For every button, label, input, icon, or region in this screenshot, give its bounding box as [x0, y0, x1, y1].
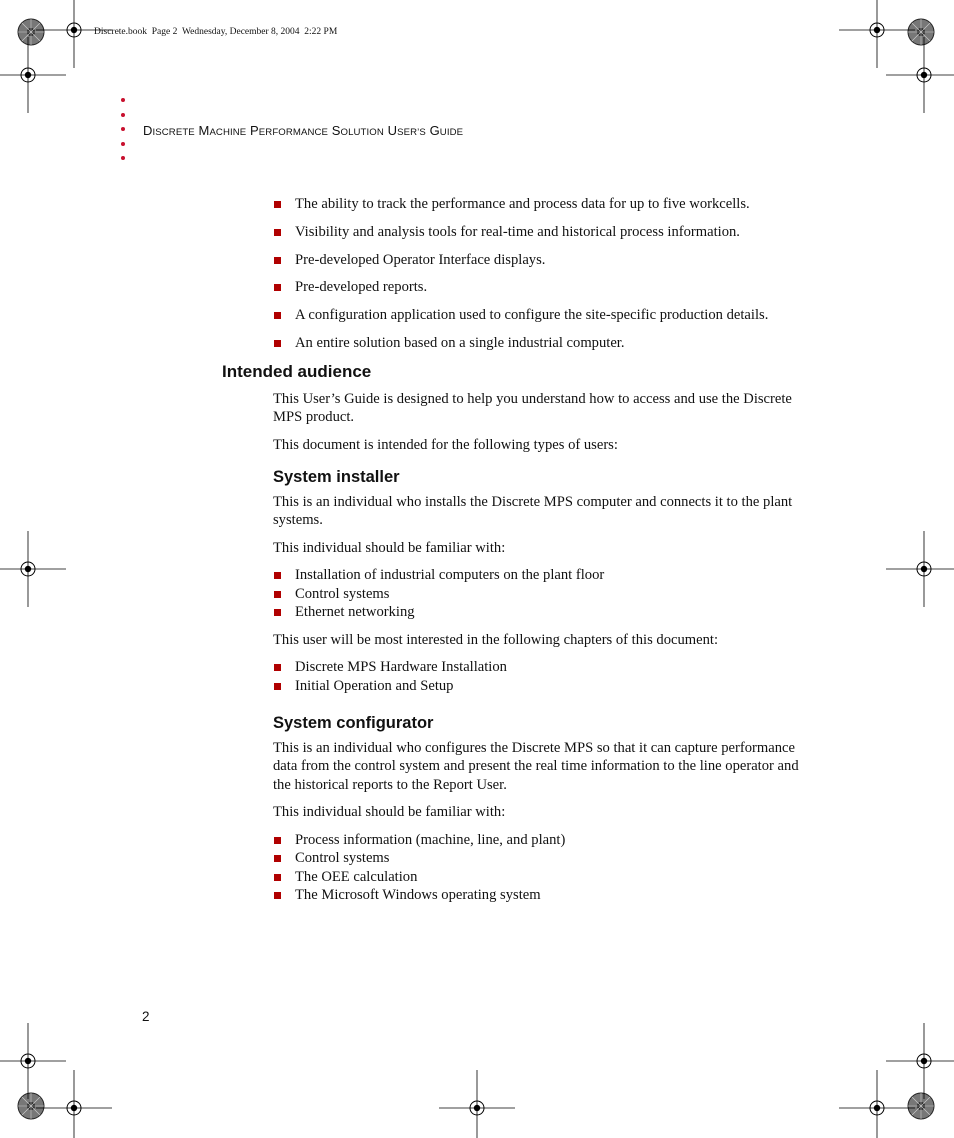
- system-installer-heading: System installer: [273, 468, 400, 487]
- list-item: The Microsoft Windows operating system: [273, 886, 813, 905]
- crosshair-icon: [0, 531, 66, 607]
- list-item: An entire solution based on a single industrial computer.: [273, 334, 813, 353]
- intended-audience-para: This document is intended for the following types of users:: [273, 436, 618, 453]
- crosshair-icon: [886, 1023, 954, 1099]
- registration-rosette-icon: [18, 19, 44, 45]
- print-info-line: Discrete.book Page 2 Wednesday, December 8, 2004 2:22 PM: [94, 27, 338, 37]
- list-item: The OEE calculation: [273, 868, 813, 887]
- crosshair-icon: [0, 37, 66, 113]
- crosshair-icon: [839, 1070, 915, 1138]
- page-number: 2: [142, 1009, 150, 1024]
- running-head-word: GUIDE: [429, 123, 464, 138]
- running-head-word: SOLUTION: [331, 123, 384, 138]
- registration-rosette-icon: [908, 19, 934, 45]
- list-item: A configuration application used to configure the site-specific production details.: [273, 306, 813, 325]
- crosshair-icon: [839, 0, 915, 68]
- registration-rosette-icon: [908, 1093, 934, 1119]
- list-item: Visibility and analysis tools for real-time and historical process information.: [273, 223, 813, 242]
- system-configurator-heading: System configurator: [273, 714, 434, 733]
- list-item: Pre-developed reports.: [273, 278, 813, 297]
- list-item: Discrete MPS Hardware Installation: [273, 658, 813, 677]
- running-head-word: MACHINE: [198, 123, 247, 138]
- list-item: Control systems: [273, 849, 813, 868]
- crosshair-icon: [886, 531, 954, 607]
- running-head-word: USER’S: [387, 123, 426, 138]
- intended-audience-para: This User’s Guide is designed to help you understand how to access and use the Discrete MPS product.: [273, 390, 792, 426]
- system-configurator-familiar-intro: This individual should be familiar with:: [273, 804, 506, 821]
- list-item: Ethernet networking: [273, 603, 813, 622]
- list-item: Initial Operation and Setup: [273, 677, 813, 696]
- crosshair-icon: [0, 1023, 66, 1099]
- intended-audience-heading: Intended audience: [222, 361, 372, 381]
- system-configurator-para: This is an individual who configures the Discrete MPS so that it can capture performance data from the control system and present the real time information to the line operator and the historical reports to the Report User.: [273, 739, 799, 793]
- registration-rosette-icon: [18, 1093, 44, 1119]
- system-installer-familiar-intro: This individual should be familiar with:: [273, 539, 506, 556]
- list-item: Control systems: [273, 585, 813, 604]
- system-installer-chapters-intro: This user will be most interested in the following chapters of this document:: [273, 631, 719, 648]
- crosshair-icon: [439, 1070, 515, 1138]
- list-item: Installation of industrial computers on the plant floor: [273, 566, 813, 585]
- list-item: The ability to track the performance and process data for up to five workcells.: [273, 195, 813, 214]
- system-installer-para: This is an individual who installs the Discrete MPS computer and connects it to the plant systems.: [273, 493, 793, 529]
- crosshair-icon: [36, 0, 112, 68]
- running-head-word: DISCRETE: [143, 123, 195, 138]
- list-item: Process information (machine, line, and plant): [273, 831, 813, 850]
- list-item: Pre-developed Operator Interface displays.: [273, 251, 813, 270]
- crosshair-icon: [886, 37, 954, 113]
- running-head-word: PERFORMANCE: [250, 123, 329, 138]
- crosshair-icon: [36, 1070, 112, 1138]
